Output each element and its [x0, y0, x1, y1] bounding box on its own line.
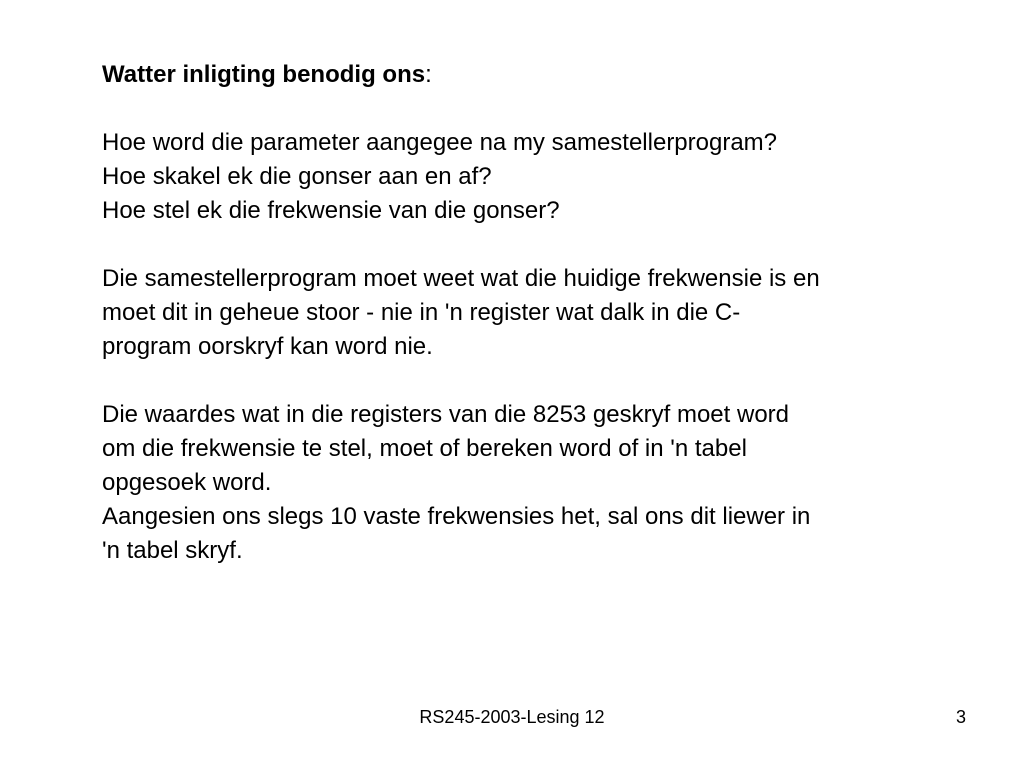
slide-heading: [102, 58, 972, 92]
question-2: Hoe skakel ek die gonser aan en af?: [102, 163, 492, 190]
paragraph-3-line-1: Aangesien ons slegs 10 vaste frekwensies het, sal ons dit liewer in: [102, 503, 811, 530]
paragraph-2-line-1: Die waardes wat in die registers van die 8253 geskryf moet word: [102, 401, 789, 428]
slide-heading-bold: Watter inligting benodig ons: [102, 61, 426, 88]
paragraph-2-line-2: om die frekwensie te stel, moet of bereken word of in 'n tabel: [102, 435, 747, 462]
paragraph-3-line-2: 'n tabel skryf.: [102, 537, 243, 564]
footer-course-label: RS245-2003-Lesing 12: [419, 707, 605, 727]
question-1: Hoe word die parameter aangegee na my samestellerprogram?: [102, 129, 778, 156]
spacer: [102, 92, 972, 126]
question-3: Hoe stel ek die frekwensie van die gonser?: [102, 197, 560, 224]
slide-heading-colon: :: [425, 61, 432, 88]
paragraph-1-line-3: program oorskryf kan word nie.: [102, 333, 433, 360]
paragraph-1-line-2: moet dit in geheue stoor - nie in 'n register wat dalk in die C-: [102, 299, 741, 326]
paragraph-1-line-1: Die samestellerprogram moet weet wat die huidige frekwensie is en: [102, 265, 820, 292]
footer-page-number: 3: [955, 707, 966, 727]
slide-body: [102, 58, 972, 568]
spacer: [102, 228, 972, 262]
spacer: [102, 364, 972, 398]
paragraph-2-line-3: opgesoek word.: [102, 469, 272, 496]
